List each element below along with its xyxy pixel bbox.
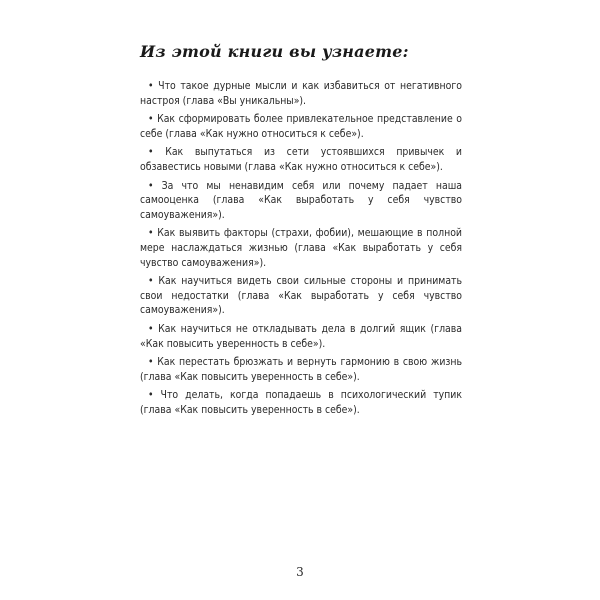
list-item-text: Как научиться видеть свои сильные стороны и принимать свои недостатки (глава «Как выработать у себя чувство самоуважения»). <box>140 275 463 317</box>
list-item <box>140 145 462 174</box>
list-item-text: Что такое дурные мысли и как избавиться от негативного настроя (глава «Вы уникальны»). <box>140 80 462 107</box>
page-content <box>140 42 462 421</box>
list-item-text: Как выявить факторы (страхи, фобии), мешающие в полной мере наслаждаться жизнью (глава «Как выработать у себя чувство самоуважения»). <box>140 227 463 269</box>
list-item-text: Как выпутаться из сети устоявшихся привычек и обзавестись новыми (глава «Как нужно относиться к себе»). <box>140 146 462 173</box>
list-item <box>140 226 462 270</box>
bullet-marker: • <box>148 113 154 126</box>
bullet-marker: • <box>148 356 154 369</box>
list-item-text: Как перестать брюзжать и вернуть гармонию в свою жизнь (глава «Как повысить уверенность в себе»). <box>140 356 462 383</box>
page-number: 3 <box>296 565 304 579</box>
bullet-marker: • <box>148 275 154 288</box>
list-item <box>140 388 462 417</box>
page-heading: Из этой книги вы узнаете: <box>140 42 409 61</box>
list-item-text: Как сформировать более привлекательное представление о себе (глава «Как нужно относиться к себе»). <box>140 113 462 140</box>
bullet-marker: • <box>148 146 154 159</box>
list-item-text: Как научиться не откладывать дела в долгий ящик (глава «Как повысить уверенность в себе»). <box>140 322 463 350</box>
bullet-marker: • <box>148 80 154 92</box>
list-item <box>140 112 462 141</box>
bullet-marker: • <box>148 389 154 402</box>
bullet-list <box>140 79 462 417</box>
list-item-text: За что мы ненавидим себя или почему падает наша самооценка (глава «Как выработать у себя чувство самоуважения»). <box>140 179 463 221</box>
bullet-marker: • <box>148 227 154 240</box>
list-item <box>140 179 462 223</box>
bullet-marker: • <box>148 322 154 335</box>
list-item <box>140 274 462 318</box>
list-item <box>140 322 462 351</box>
list-item <box>140 79 462 108</box>
bullet-marker: • <box>148 179 154 192</box>
list-item-text: Что делать, когда попадаешь в психологический тупик (глава «Как повысить уверенность в себе»). <box>140 389 463 416</box>
list-item <box>140 355 462 384</box>
